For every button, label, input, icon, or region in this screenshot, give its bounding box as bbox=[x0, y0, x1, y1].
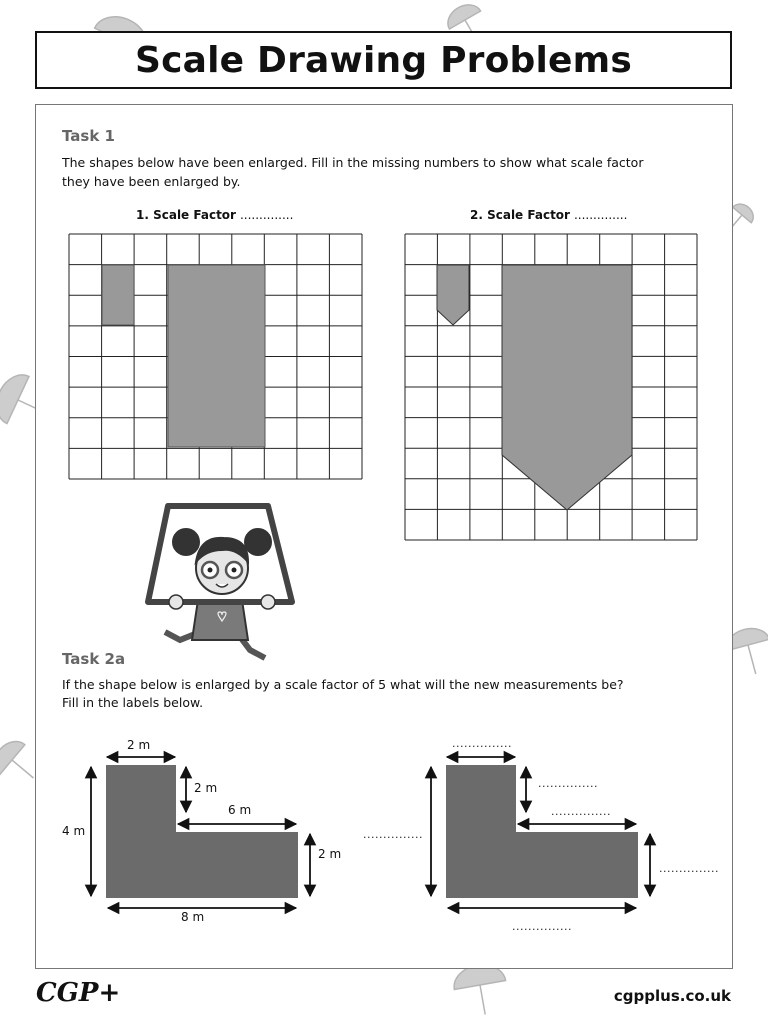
small-rectangle bbox=[102, 265, 134, 325]
task1-text-line2: they have been enlarged by. bbox=[62, 174, 241, 189]
task2a-text-line2: Fill in the labels below. bbox=[62, 695, 204, 710]
dim-right-height: 2 m bbox=[318, 847, 342, 861]
blank-step-width[interactable]: ............... bbox=[551, 805, 611, 818]
problem2-label-text: 2. Scale Factor bbox=[470, 208, 570, 222]
problem2-answer-blank[interactable]: .............. bbox=[573, 208, 628, 222]
umbrella-icon bbox=[451, 961, 511, 1019]
blank-step-height[interactable]: ............... bbox=[538, 777, 598, 790]
grid-problem1 bbox=[69, 234, 363, 480]
grid-problem2 bbox=[405, 234, 698, 542]
website-url[interactable]: cgpplus.co.uk bbox=[613, 987, 731, 1005]
enlarged-rectangle bbox=[168, 265, 265, 447]
girl-illustration bbox=[140, 500, 300, 670]
dim-top-width: 2 m bbox=[127, 738, 151, 752]
dim-step-height: 2 m bbox=[194, 781, 218, 795]
dim-step-width: 6 m bbox=[228, 803, 252, 817]
task2a-text-line1: If the shape below is enlarged by a scale factor of 5 what will the new measurements be? bbox=[62, 677, 624, 692]
enlarged-lshape-diagram bbox=[420, 740, 700, 930]
title-banner bbox=[35, 31, 732, 89]
blank-total-width[interactable]: ............... bbox=[512, 920, 572, 933]
enlarged-pentagon bbox=[502, 265, 632, 510]
task2a-title: Task 2a bbox=[62, 650, 126, 668]
dim-total-height: 4 m bbox=[62, 824, 86, 838]
small-pentagon bbox=[437, 265, 469, 325]
task1-title: Task 1 bbox=[62, 127, 115, 145]
dim-total-width: 8 m bbox=[181, 910, 205, 924]
original-lshape-diagram bbox=[80, 740, 360, 930]
task1-text-line1: The shapes below have been enlarged. Fill in the missing numbers to show what scale factor bbox=[62, 155, 644, 170]
problem1-label-text: 1. Scale Factor bbox=[136, 208, 236, 222]
cgp-logo: CGP+ bbox=[36, 978, 121, 1008]
problem1-answer-blank[interactable]: .............. bbox=[239, 208, 294, 222]
problem2-label bbox=[470, 208, 627, 222]
page-title: Scale Drawing Problems bbox=[134, 39, 633, 81]
blank-total-height[interactable]: ............... bbox=[363, 828, 423, 841]
problem1-label bbox=[136, 208, 293, 222]
blank-top-width[interactable]: ............... bbox=[452, 737, 512, 750]
blank-right-height[interactable]: ............... bbox=[659, 862, 719, 875]
